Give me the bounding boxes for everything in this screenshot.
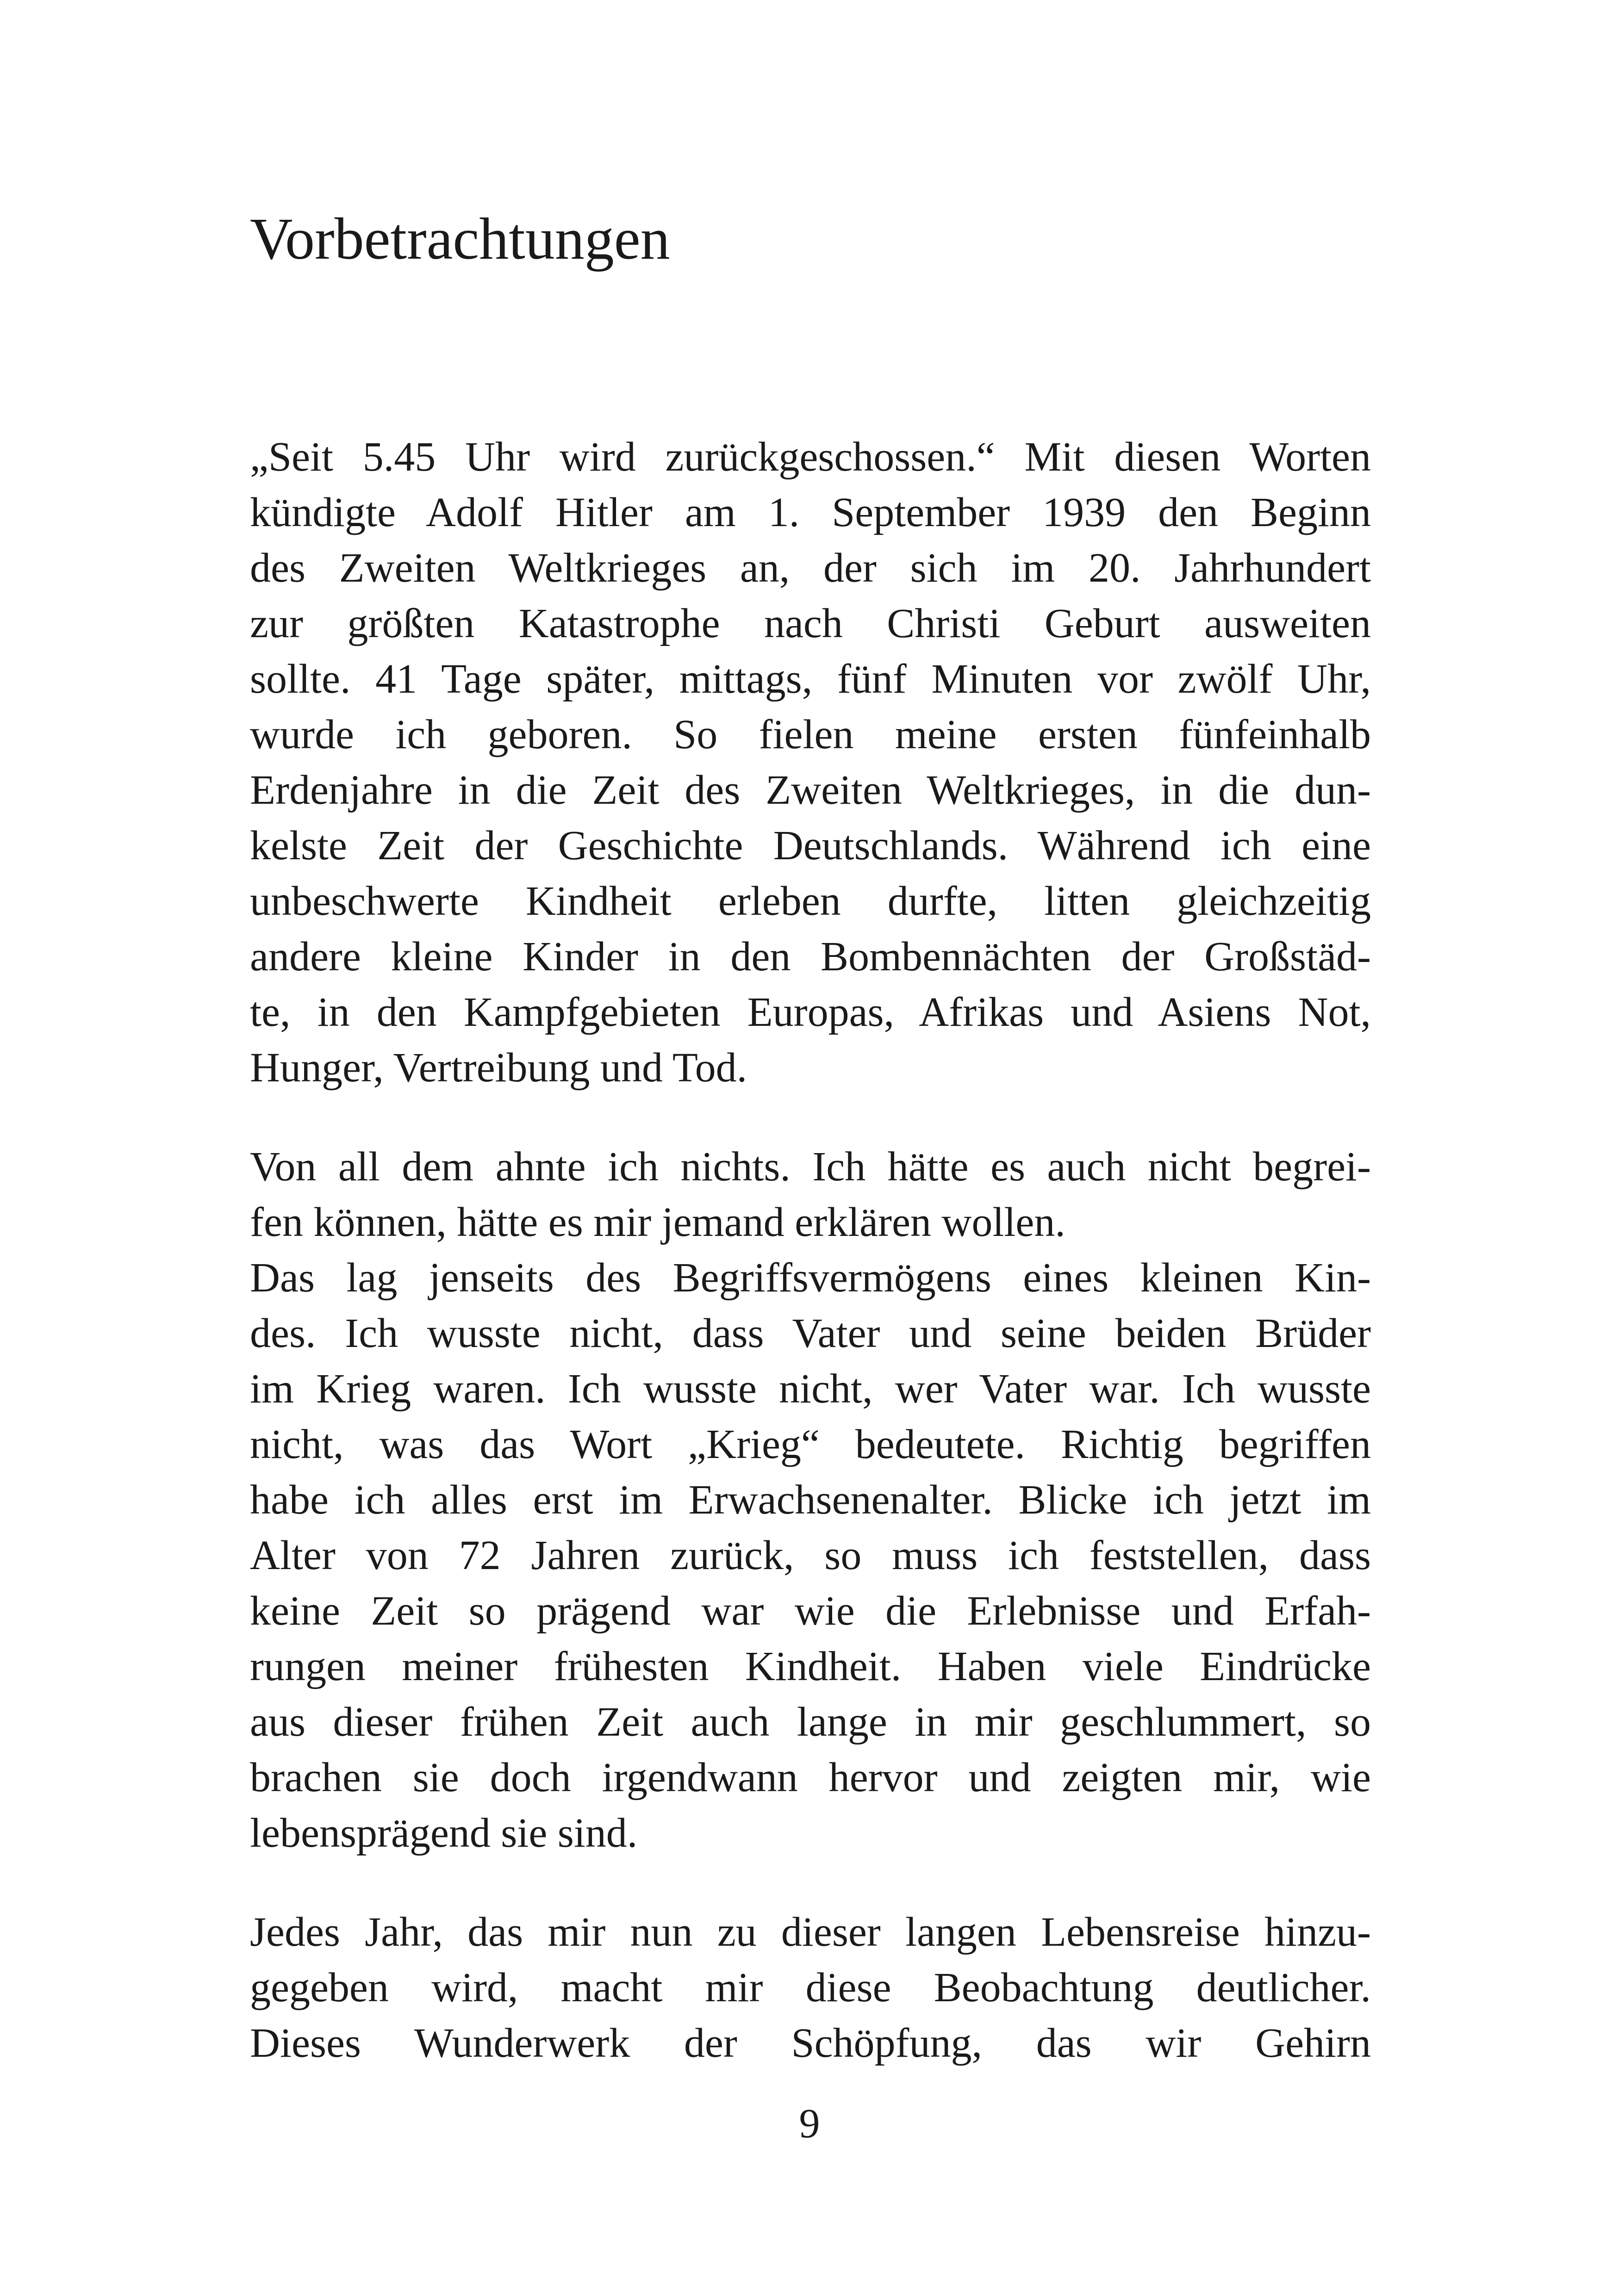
- text-line: keine Zeit so prägend war wie die Erlebnisse und Erfah-: [250, 1588, 1371, 1634]
- text-line: des. Ich wusste nicht, dass Vater und seine beiden Brüder: [250, 1310, 1371, 1356]
- text-line: Dieses Wunderwerk der Schöpfung, das wir Gehirn: [250, 2020, 1371, 2066]
- text-line: rungen meiner frühesten Kindheit. Haben viele Eindrücke: [250, 1644, 1371, 1689]
- text-line: des Zweiten Weltkrieges an, der sich im 20. Jahrhundert: [250, 545, 1371, 591]
- text-line: gegeben wird, macht mir diese Beobachtung deutlicher.: [250, 1965, 1371, 2011]
- text-line: unbeschwerte Kindheit erleben durfte, litten gleichzeitig: [250, 878, 1371, 924]
- text-line: Erdenjahre in die Zeit des Zweiten Weltkrieges, in die dun-: [250, 767, 1371, 813]
- text-line: wurde ich geboren. So fielen meine ersten fünfeinhalb: [250, 712, 1371, 757]
- text-line: habe ich alles erst im Erwachsenenalter. Blicke ich jetzt im: [250, 1477, 1371, 1523]
- text-line: zur größten Katastrophe nach Christi Geburt ausweiten: [250, 601, 1371, 646]
- text-line: te, in den Kampfgebieten Europas, Afrikas und Asiens Not,: [250, 989, 1371, 1035]
- text-line: Jedes Jahr, das mir nun zu dieser langen Lebensreise hinzu-: [250, 1909, 1371, 1955]
- page-number: 9: [799, 2101, 820, 2147]
- text-line: andere kleine Kinder in den Bombennächten der Großstäd-: [250, 934, 1371, 980]
- text-line: brachen sie doch irgendwann hervor und zeigten mir, wie: [250, 1755, 1371, 1800]
- body-text: [250, 429, 1371, 2071]
- paragraph-1: [250, 429, 1371, 1096]
- text-line: lebensprägend sie sind.: [250, 1810, 638, 1856]
- text-line: fen können, hätte es mir jemand erklären wollen.: [250, 1199, 1065, 1245]
- text-line: „Seit 5.45 Uhr wird zurückgeschossen.“ Mit diesen Worten: [250, 434, 1371, 480]
- paragraph-3: [250, 1250, 1371, 1861]
- paragraph-2: [250, 1139, 1371, 1250]
- chapter-title: Vorbetrachtungen: [250, 206, 670, 272]
- text-line: kelste Zeit der Geschichte Deutschlands. Während ich eine: [250, 823, 1371, 869]
- text-line: im Krieg waren. Ich wusste nicht, wer Vater war. Ich wusste: [250, 1366, 1371, 1412]
- text-line: sollte. 41 Tage später, mittags, fünf Minuten vor zwölf Uhr,: [250, 656, 1371, 702]
- paragraph-4: [250, 1905, 1371, 2071]
- text-line: aus dieser frühen Zeit auch lange in mir geschlummert, so: [250, 1699, 1371, 1745]
- text-line: Das lag jenseits des Begriffsvermögens eines kleinen Kin-: [250, 1255, 1371, 1301]
- text-line: kündigte Adolf Hitler am 1. September 1939 den Beginn: [250, 490, 1371, 535]
- text-line: Von all dem ahnte ich nichts. Ich hätte es auch nicht begrei-: [250, 1144, 1371, 1190]
- text-line: Hunger, Vertreibung und Tod.: [250, 1045, 747, 1091]
- text-line: Alter von 72 Jahren zurück, so muss ich feststellen, dass: [250, 1533, 1371, 1578]
- text-line: nicht, was das Wort „Krieg“ bedeutete. Richtig begriffen: [250, 1421, 1371, 1467]
